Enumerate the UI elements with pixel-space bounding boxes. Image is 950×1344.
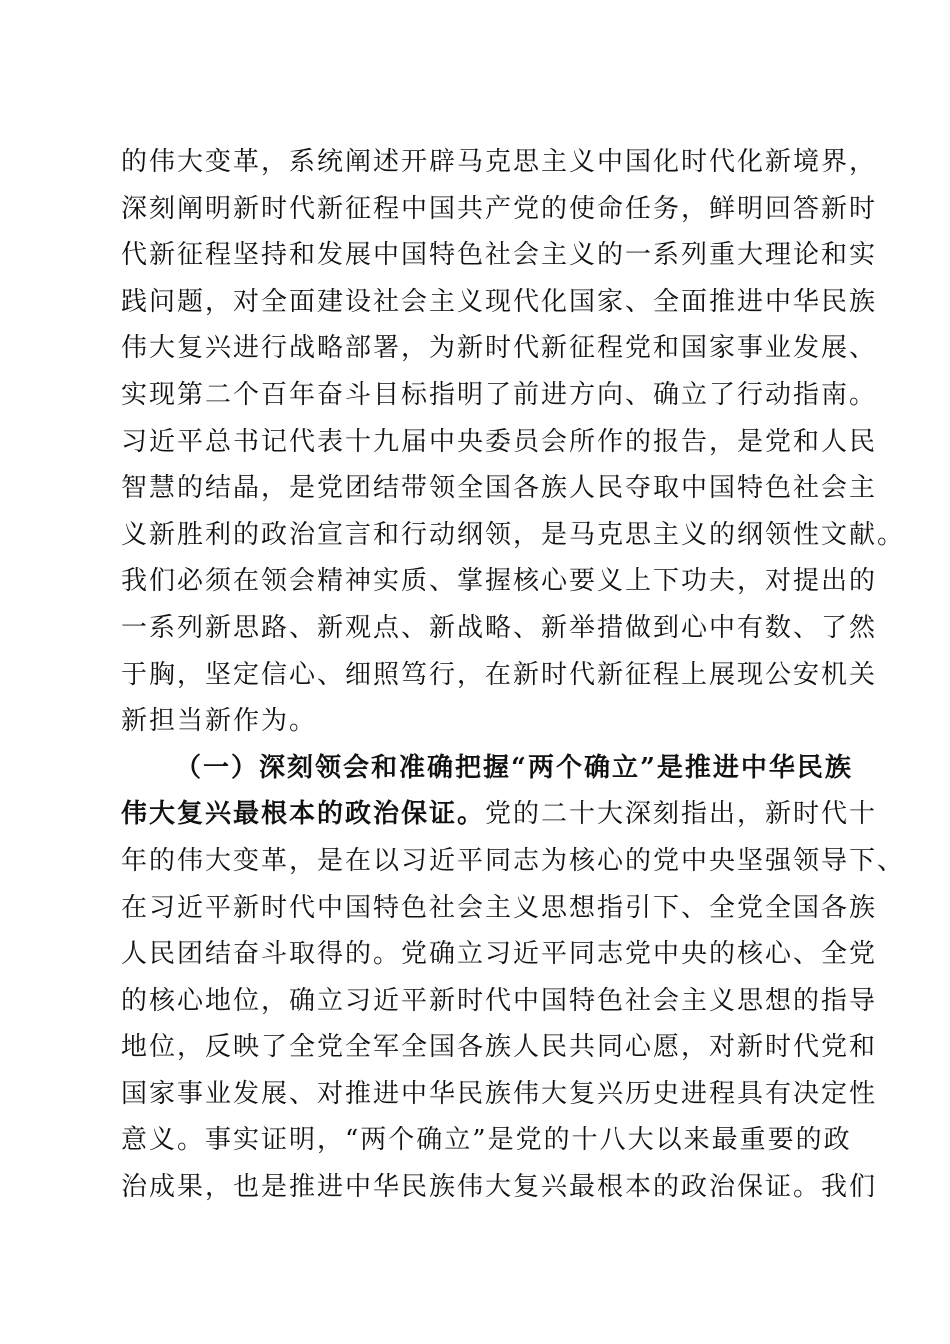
text-line <box>121 791 878 838</box>
text-line: 深刻阐明新时代新征程中国共产党的使命任务，鲜明回答新时 <box>121 193 878 224</box>
text-line: 人民团结奋斗取得的。党确立习近平同志党中央的核心、全党 <box>121 939 878 970</box>
text-line: 年的伟大变革，是在以习近平同志为核心的党中央坚强领导下、 <box>121 845 906 876</box>
paragraph-1 <box>121 139 906 745</box>
text-line: 于胸，坚定信心、细照笃行，在新时代新征程上展现公安机关 <box>121 659 878 690</box>
text-line: 意义。事实证明，“两个确立”是党的十八大以来最重要的政 <box>121 1125 852 1156</box>
text-line: 习近平总书记代表十九届中央委员会所作的报告，是党和人民 <box>121 426 878 457</box>
text-line: 践问题，对全面建设社会主义现代化国家、全面推进中华民族 <box>121 286 878 317</box>
text-line: 的伟大变革，系统阐述开辟马克思主义中国化时代化新境界， <box>121 147 878 177</box>
text-line: 智慧的结晶，是党团结带领全国各族人民夺取中国特色社会主 <box>121 473 878 504</box>
section-heading-continued: 伟大复兴最根本的政治保证。 <box>121 799 486 830</box>
text-line: 代新征程坚持和发展中国特色社会主义的一系列重大理论和实 <box>121 240 878 271</box>
text-line: 我们必须在领会精神实质、掌握核心要义上下功夫，对提出的 <box>121 566 878 597</box>
body-text <box>121 139 906 1211</box>
text-line: 一系列新思路、新观点、新战略、新举措做到心中有数、了然 <box>121 612 878 643</box>
text-line: 的核心地位，确立习近平新时代中国特色社会主义思想的指导 <box>121 985 878 1016</box>
text-line: 实现第二个百年奋斗目标指明了前进方向、确立了行动指南。 <box>121 379 878 410</box>
text-line: 新担当新作为。 <box>121 706 318 737</box>
text-line: 在习近平新时代中国特色社会主义思想指引下、全党全国各族 <box>121 892 878 923</box>
text-line: 伟大复兴进行战略部署，为新时代新征程党和国家事业发展、 <box>121 333 878 364</box>
text-line-rest: 党的二十大深刻指出，新时代十 <box>485 799 878 830</box>
text-line: 国家事业发展、对推进中华民族伟大复兴历史进程具有决定性 <box>121 1078 878 1109</box>
paragraph-2 <box>121 745 906 1211</box>
section-heading: （一）深刻领会和准确把握“两个确立”是推进中华民族 <box>175 752 853 783</box>
text-line: 治成果，也是推进中华民族伟大复兴最根本的政治保证。我们 <box>121 1172 878 1203</box>
text-line: 地位，反映了全党全军全国各族人民共同心愿，对新时代党和 <box>121 1032 878 1063</box>
text-line: 义新胜利的政治宣言和行动纲领，是马克思主义的纲领性文献。 <box>121 519 906 550</box>
